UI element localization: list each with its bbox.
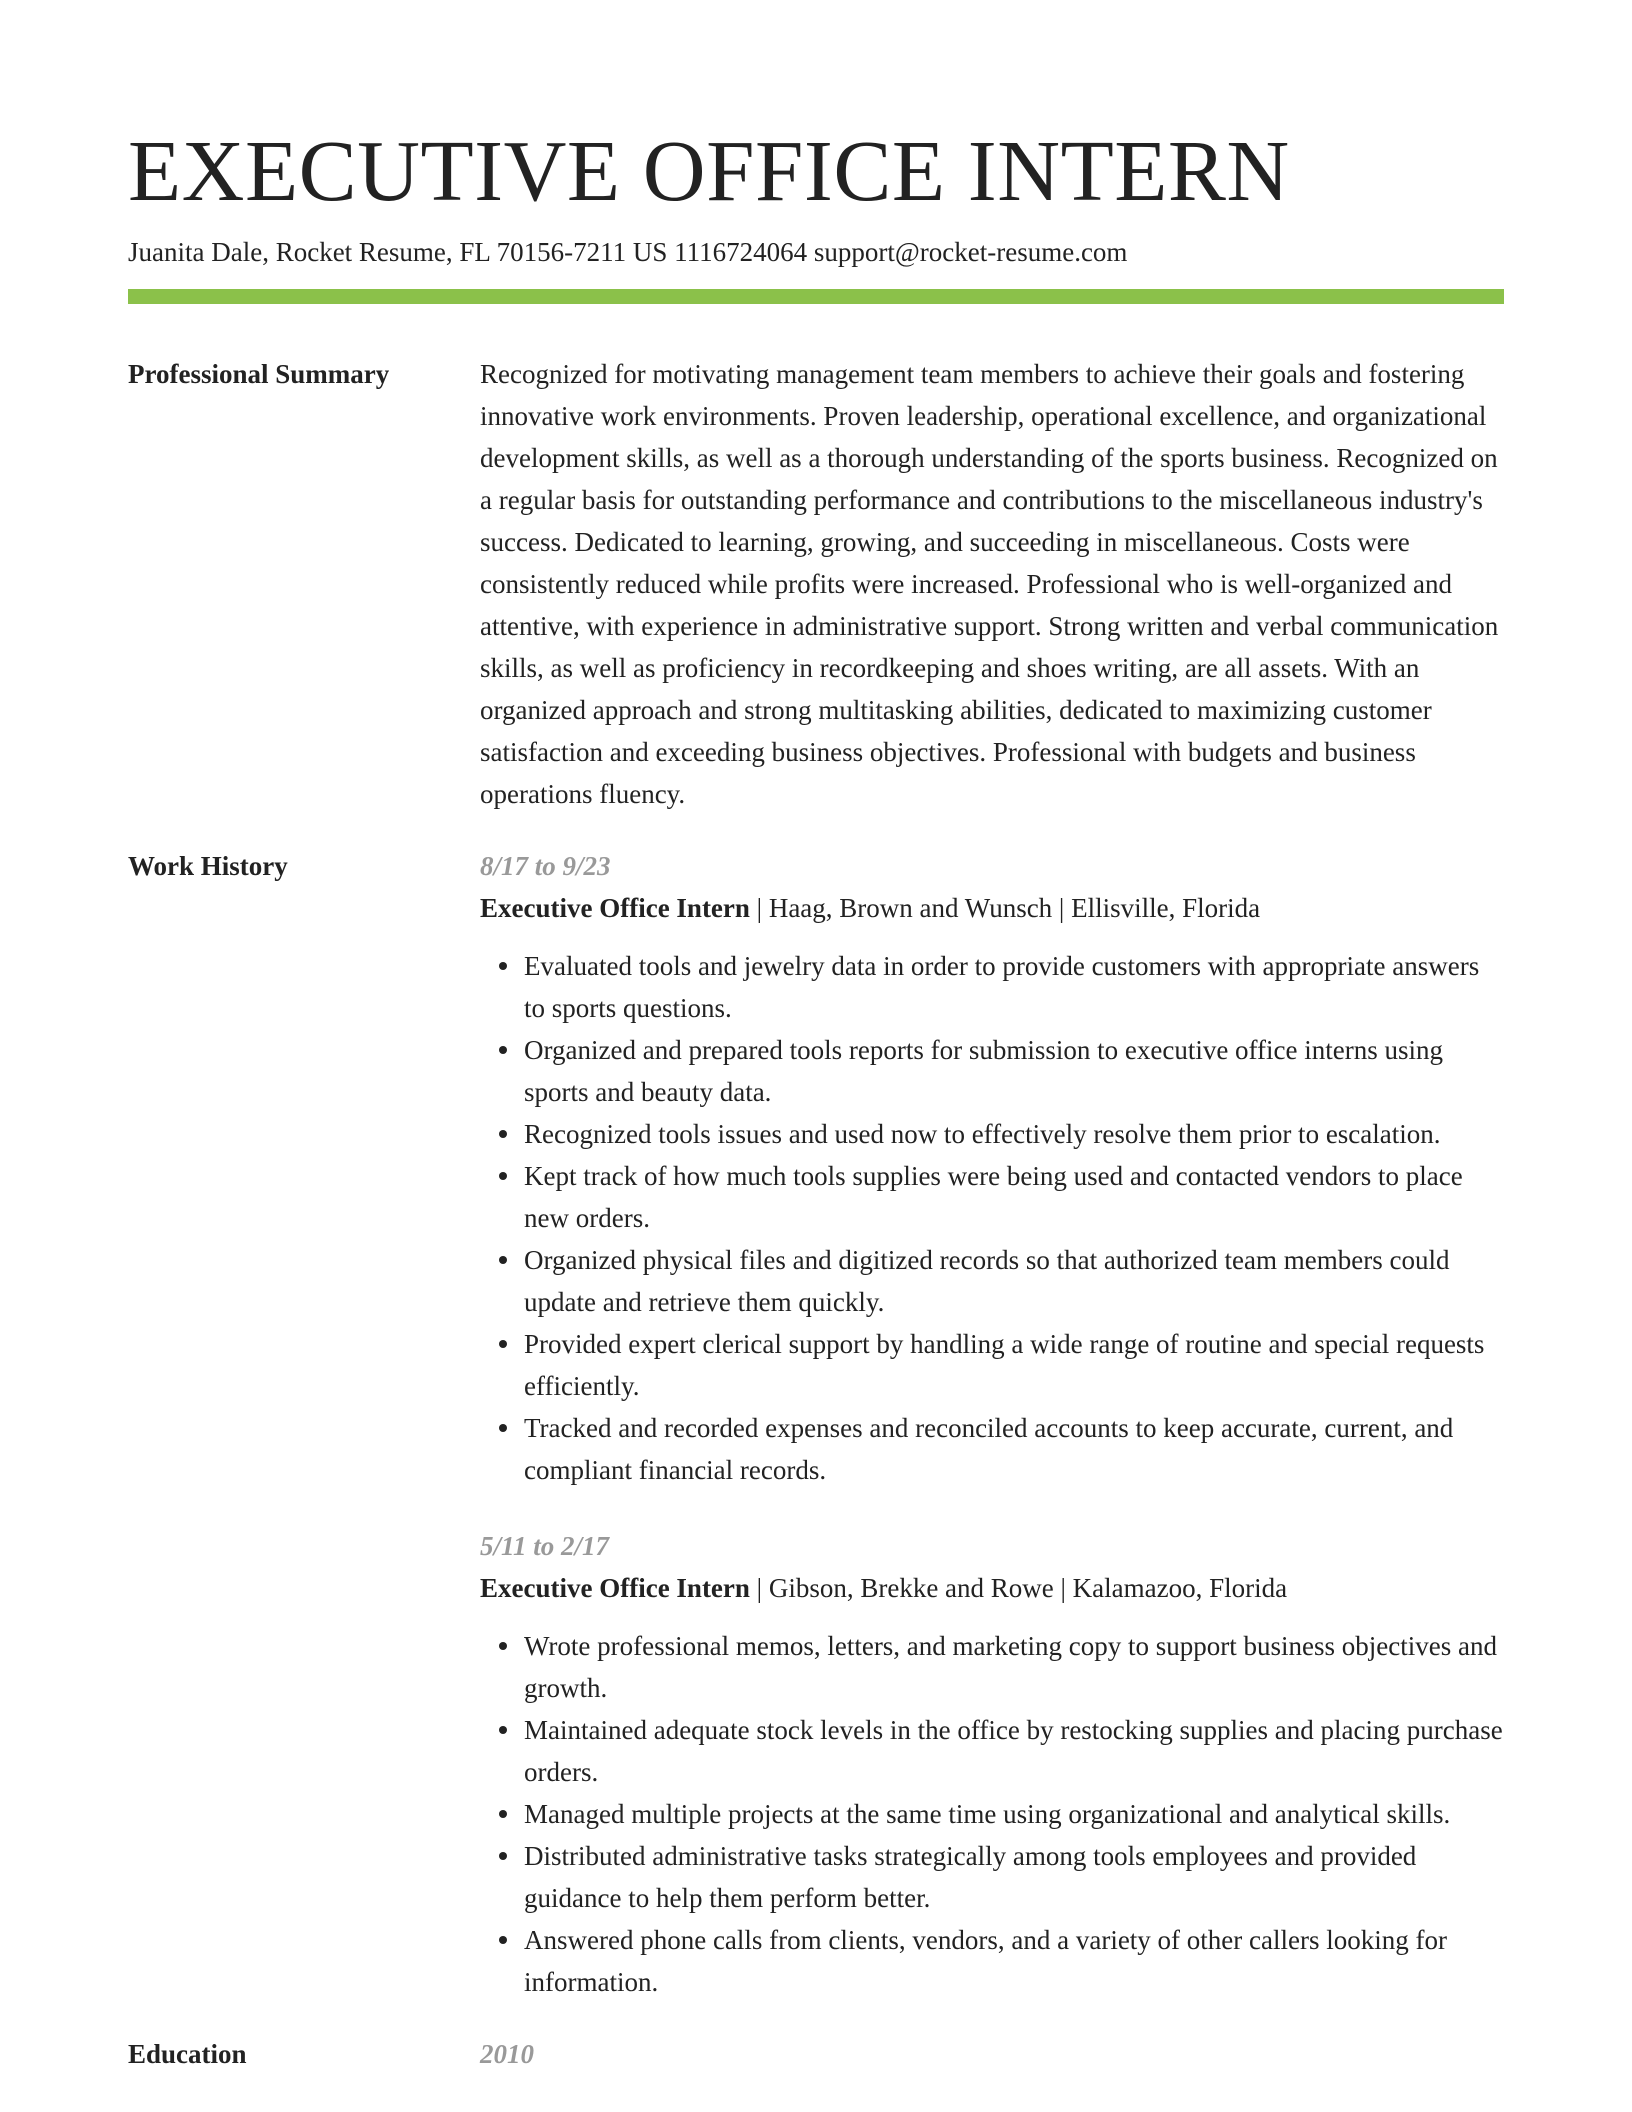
job-employer-location: | Haag, Brown and Wunsch | Ellisville, Florida [749, 893, 1261, 923]
resume-page [128, 0, 1504, 2075]
professional-summary-section [128, 353, 1504, 815]
list-item: Managed multiple projects at the same time using organizational and analytical skills. [524, 1793, 1504, 1835]
job-entry [480, 845, 1504, 1491]
section-heading: Professional Summary [128, 359, 390, 389]
job-heading [480, 887, 1504, 929]
section-content [480, 845, 1504, 2003]
education-date: 2010 [480, 2039, 534, 2069]
summary-paragraph: Recognized for motivating management team members to achieve their goals and fostering innovative work environments. Proven leadership, operational excellence, and organizational development skills, as well as a thorough understanding of the sports business. Recognized on a regular basis for outstanding performance and contributions to the miscellaneous industry's success. Dedicated to learning, growing, and succeeding in miscellaneous. Costs were consistently reduced while profits were increased. Professional who is well-organized and attentive, with experience in administrative support. Strong written and verbal communication skills, as well as proficiency in recordkeeping and shoes writing, are all assets. With an organized approach and strong multitasking abilities, dedicated to maximizing customer satisfaction and exceeding business objectives. Professional with budgets and business operations fluency. [480, 359, 1499, 809]
list-item: Distributed administrative tasks strategically among tools employees and provided guidance to help them perform better. [524, 1835, 1504, 1919]
section-content [480, 2033, 1504, 2075]
job-employer-location: | Gibson, Brekke and Rowe | Kalamazoo, Florida [749, 1573, 1288, 1603]
job-heading [480, 1567, 1504, 1609]
list-item: Provided expert clerical support by handling a wide range of routine and special requests efficiently. [524, 1323, 1504, 1407]
job-bullet-list [480, 945, 1504, 1491]
list-item: Maintained adequate stock levels in the office by restocking supplies and placing purchase orders. [524, 1709, 1504, 1793]
list-item: Tracked and recorded expenses and reconciled accounts to keep accurate, current, and compliant financial records. [524, 1407, 1504, 1491]
section-heading: Education [128, 2039, 247, 2069]
education-section [128, 2033, 1504, 2075]
contact-line: Juanita Dale, Rocket Resume, FL 70156-7211 US 1116724064 support@rocket-resume.com [128, 237, 1128, 267]
list-item: Organized and prepared tools reports for submission to executive office interns using sports and beauty data. [524, 1029, 1504, 1113]
list-item: Wrote professional memos, letters, and marketing copy to support business objectives and growth. [524, 1625, 1504, 1709]
work-history-section [128, 845, 1504, 2003]
job-dates: 8/17 to 9/23 [480, 851, 611, 881]
list-item: Answered phone calls from clients, vendors, and a variety of other callers looking for information. [524, 1919, 1504, 2003]
job-entry [480, 1525, 1504, 2003]
list-item: Evaluated tools and jewelry data in order to provide customers with appropriate answers to sports questions. [524, 945, 1504, 1029]
list-item: Recognized tools issues and used now to effectively resolve them prior to escalation. [524, 1113, 1504, 1155]
job-title: Executive Office Intern [480, 893, 750, 923]
job-title: Executive Office Intern [480, 1573, 750, 1603]
list-item: Kept track of how much tools supplies were being used and contacted vendors to place new orders. [524, 1155, 1504, 1239]
job-dates: 5/11 to 2/17 [480, 1531, 610, 1561]
resume-title: EXECUTIVE OFFICE INTERN [128, 122, 1290, 219]
section-heading: Work History [128, 851, 288, 881]
list-item: Organized physical files and digitized records so that authorized team members could update and retrieve them quickly. [524, 1239, 1504, 1323]
section-content [480, 353, 1504, 815]
job-bullet-list [480, 1625, 1504, 2003]
accent-divider [128, 289, 1504, 304]
